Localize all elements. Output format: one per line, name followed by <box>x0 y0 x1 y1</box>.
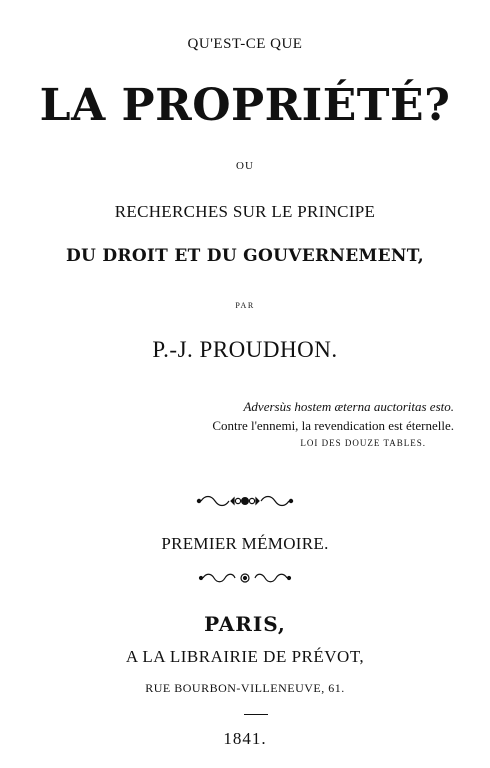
book-title: LA PROPRIÉTÉ? <box>39 80 451 131</box>
by-label: PAR <box>235 301 255 310</box>
ornament-divider-top <box>0 494 490 513</box>
imprint-city: PARIS, <box>204 612 286 636</box>
fleuron-ornament-icon <box>195 494 295 508</box>
imprint-publisher: A LA LIBRAIRIE DE PRÉVOT, <box>125 647 365 666</box>
imprint-address: RUE BOURBON-VILLENEUVE, 61. <box>145 681 345 695</box>
author-name: P.-J. PROUDHON. <box>152 337 338 362</box>
epigraph-source: LOI DES DOUZE TABLES. <box>300 438 426 448</box>
epigraph-latin: Adversùs hostem æterna auctoritas esto. <box>243 399 454 414</box>
memoir-label: PREMIER MÉMOIRE. <box>161 534 329 553</box>
subtitle-line-2: DU DROIT ET DU GOUVERNEMENT, <box>65 246 425 266</box>
epigraph <box>212 397 454 451</box>
imprint-year: 1841. <box>223 729 267 748</box>
epigraph-french: Contre l'ennemi, la revendication est éternelle. <box>212 418 454 433</box>
conjunction-ou: OU <box>236 160 254 172</box>
divider-rule <box>244 714 268 715</box>
subtitle-line-1: RECHERCHES SUR LE PRINCIPE <box>114 202 376 221</box>
ornament-divider-bottom <box>0 571 490 590</box>
fleuron-ornament-icon <box>197 571 293 585</box>
pre-title: QU'EST-CE QUE <box>187 36 303 52</box>
